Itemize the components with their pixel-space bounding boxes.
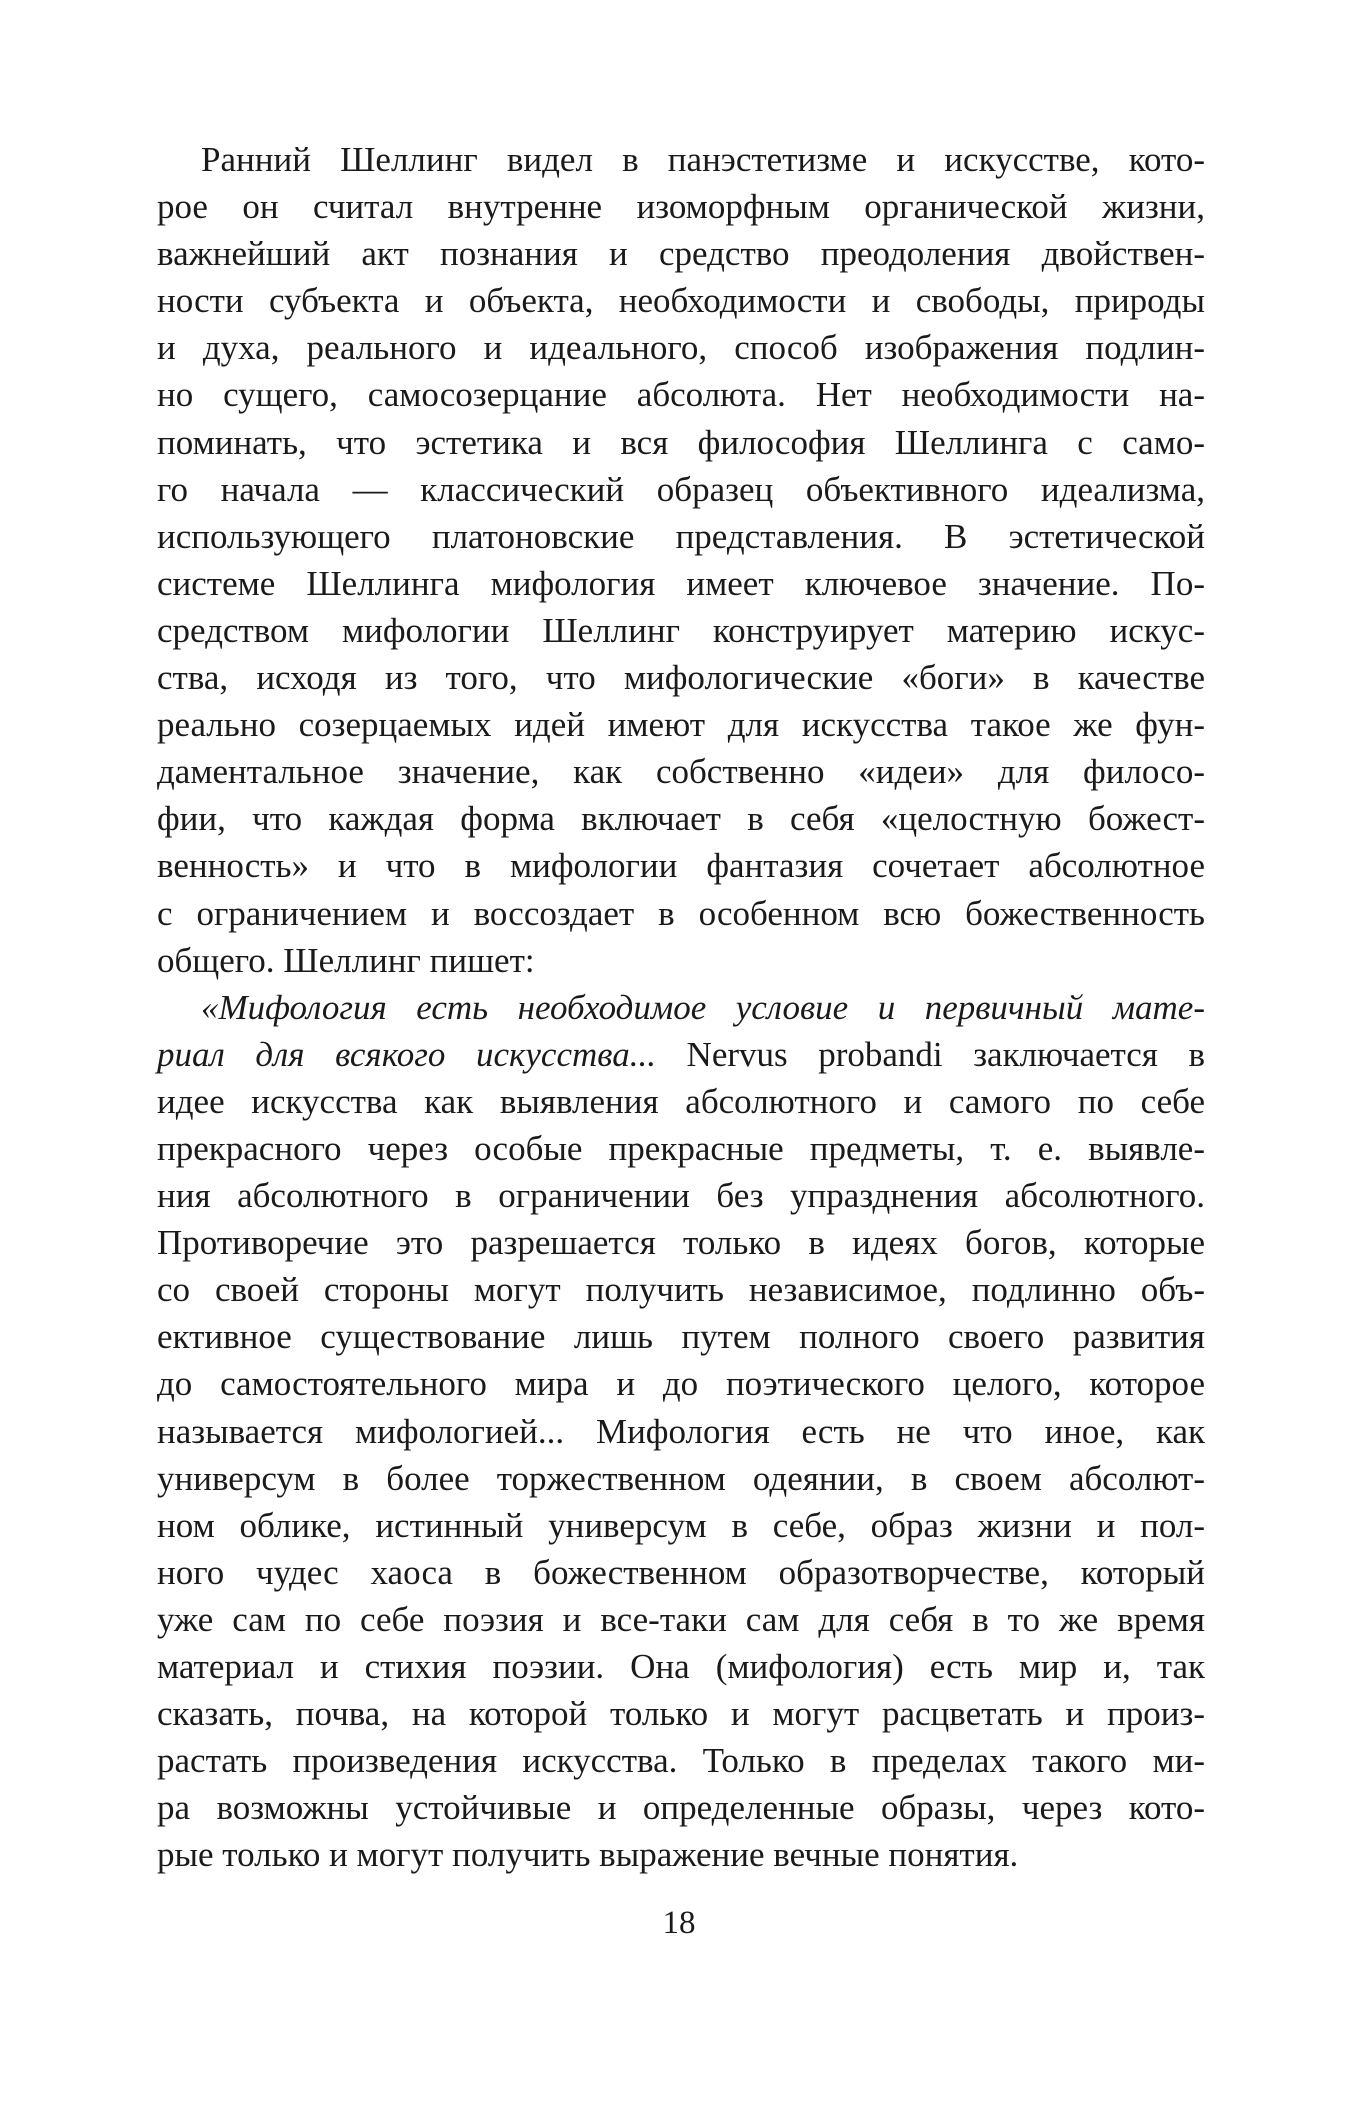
text-line: но сущего, самосозерцание абсолюта. Нет необходимости на- [157,375,1205,415]
text-line: ра возможны устойчивые и определенные образы, через кото- [157,1788,1205,1828]
text-line: ности субъекта и объекта, необходимости и свободы, природы [157,281,1205,321]
text-line: рые только и могут получить выражение вечные понятия. [157,1835,1019,1875]
text-line: ства, исходя из того, что мифологические «боги» в качестве [157,658,1205,698]
text-line: реально созерцаемых идей имеют для искусства такое же фун- [157,705,1205,745]
text-line: и духа, реального и идеального, способ изображения подлин- [157,328,1205,368]
text-line: го начала — классический образец объективного идеализма, [157,469,1205,509]
quote-regular-fragment: Nervus probandi заключается в [655,1034,1205,1074]
text-line: Ранний Шеллинг видел в панэстетизме и искусстве, кото- [201,140,1205,179]
text-line: сказать, почва, на которой только и могут расцветать и произ- [157,1694,1205,1734]
text-line: идее искусства как выявления абсолютного и самого по себе [157,1081,1205,1121]
quote-line-italic: «Мифология есть необходимое условие и первичный мате- [201,987,1205,1027]
text-line: Противоречие это разрешается только в идеях богов, которые [157,1223,1205,1263]
text-line: общего. Шеллинг пишет: [157,940,535,980]
page-number: 18 [662,1905,696,1941]
text-line: поминать, что эстетика и вся философия Шеллинга с само- [157,422,1205,462]
paragraph-2-quote [157,984,1205,1879]
text-line: прекрасного через особые прекрасные предметы, т. е. выявле- [157,1128,1205,1168]
body-text [157,136,1205,1878]
text-line: важнейший акт познания и средство преодоления двойствен- [157,234,1205,274]
text-line: универсум в более торжественном одеянии, в своем абсолют- [157,1458,1205,1498]
text-line: со своей стороны могут получить независимое, подлинно объ- [157,1270,1205,1310]
quote-line-mixed [157,1031,1205,1078]
text-line: рое он считал внутренне изоморфным органической жизни, [157,187,1205,227]
paragraph-1 [157,136,1205,984]
text-line: ного чудес хаоса в божественном образотворчестве, который [157,1552,1205,1592]
text-line: материал и стихия поэзии. Она (мифология) есть мир и, так [157,1647,1205,1686]
text-line: ния абсолютного в ограничении без упразднения абсолютного. [157,1176,1205,1216]
text-line: средством мифологии Шеллинг конструирует материю искус- [157,610,1205,650]
text-line: системе Шеллинга мифология имеет ключевое значение. По- [157,563,1205,603]
text-line: фии, что каждая форма включает в себя «целостную божест- [157,799,1205,839]
text-line: с ограничением и воссоздает в особенном всю божественность [157,893,1205,933]
text-line: использующего платоновские представления. В эстетической [157,516,1205,556]
text-line: уже сам по себе поэзия и все-таки сам для себя в то же время [157,1599,1205,1639]
text-line: ном облике, истинный универсум в себе, образ жизни и пол- [157,1505,1205,1545]
text-line: ективное существование лишь путем полного своего развития [157,1317,1205,1357]
text-line: растать произведения искусства. Только в пределах такого ми- [157,1741,1205,1781]
text-line: до самостоятельного мира и до поэтического целого, которое [157,1364,1205,1404]
text-line: даментальное значение, как собственно «идеи» для филосо- [157,752,1205,792]
text-line: называется мифологией... Мифология есть не что иное, как [157,1411,1205,1451]
text-line: венность» и что в мифологии фантазия сочетает абсолютное [157,846,1205,886]
quote-italic-fragment: риал для всякого искусства... [157,1034,656,1074]
